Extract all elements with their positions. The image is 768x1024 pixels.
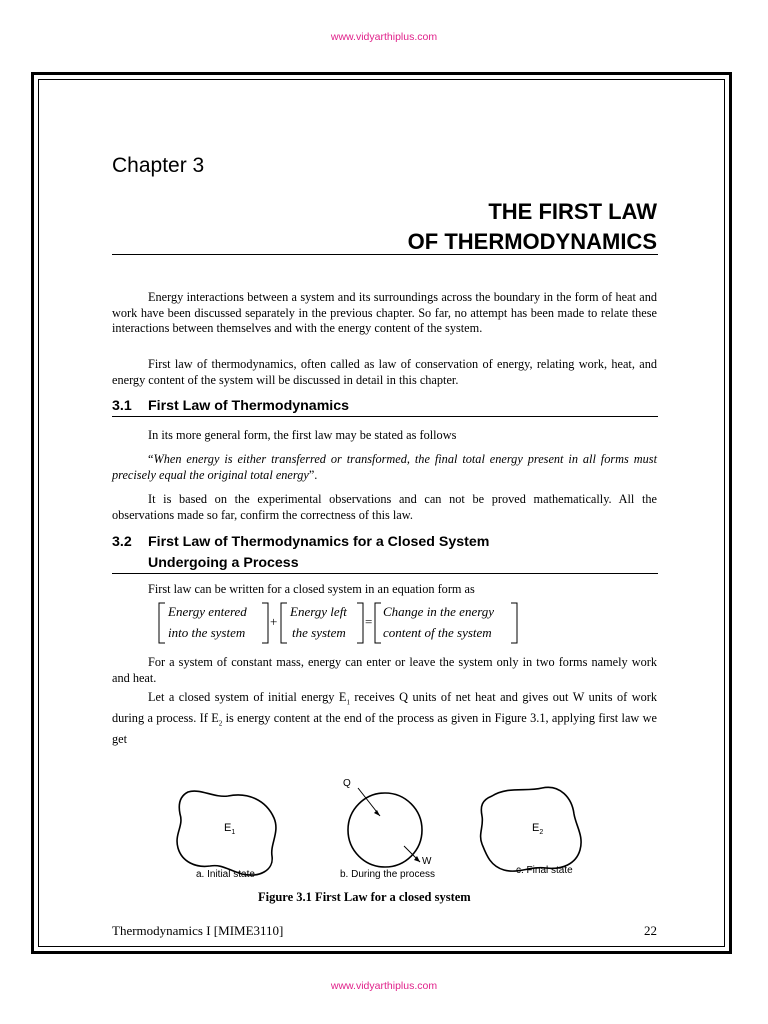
title-rule [112, 254, 658, 255]
section-title: First Law of Thermodynamics [148, 398, 350, 414]
eq-term1-line1: Energy entered [168, 604, 247, 619]
section-3-1-paragraph-3: It is based on the experimental observations and can not be proved mathematically. All the observations made so far, confirm the correctness of this law. [112, 492, 657, 522]
section-number: 3.1 [112, 398, 132, 414]
section-3-1-paragraph-1: In its more general form, the first law may be stated as follows [148, 428, 457, 442]
chapter-title-line2: OF THERMODYNAMICS [407, 229, 657, 254]
caption-during-process: b. During the process [340, 869, 436, 880]
section-3-2-paragraph-1: First law can be written for a closed system in an equation form as [148, 582, 475, 596]
site-url-bottom[interactable]: www.vidyarthiplus.com [330, 980, 438, 992]
section-3-1-rule [112, 416, 658, 417]
section-3-1-heading [112, 398, 658, 414]
final-state-blob [481, 787, 582, 871]
section-3-2-rule [112, 573, 658, 574]
label-w: W [422, 856, 432, 867]
label-q: Q [343, 778, 351, 789]
eq-equals: = [365, 614, 373, 629]
figure-3-1 [170, 770, 600, 910]
left-bracket-icon [158, 602, 166, 644]
label-e2: $E_2$ [532, 822, 544, 837]
intro-paragraph-1: Energy interactions between a system and its surroundings across the boundary in the form of heat and work have been discussed separately in the previous chapter. So far, no attempt has been made to relate these interactions between themselves and with the energy content of the system. [112, 290, 657, 335]
right-bracket-icon [510, 602, 518, 644]
label-e1: $E_1$ [224, 822, 236, 837]
intro-paragraph-2: First law of thermodynamics, often called as law of conservation of energy, relating work, heat, and energy content of the system will be discussed in detail in this chapter. [112, 357, 657, 387]
left-bracket-icon [280, 602, 288, 644]
eq-term2-line2: the system [292, 625, 346, 640]
right-bracket-icon [356, 602, 364, 644]
figure-caption: Figure 3.1 First Law for a closed system [258, 890, 471, 904]
eq-term1-line2: into the system [168, 625, 246, 640]
process-circle [348, 793, 422, 867]
section-title-line1: First Law of Thermodynamics for a Closed System [148, 534, 490, 550]
section-title-line2: Undergoing a Process [148, 555, 299, 571]
eq-term3-line2: content of the system [383, 625, 492, 640]
section-3-2-paragraph-3: Let a closed system of initial energy $E_1$ receives Q units of net heat and gives out W units of work during a process. If $E_2$ is energy content at the end of the process as given in Figure 3.1, applying first law we get [112, 690, 657, 746]
footer-course: Thermodynamics I [MIME3110] [112, 923, 284, 938]
left-bracket-icon [374, 602, 382, 644]
chapter-label: Chapter 3 [112, 154, 205, 177]
caption-initial-state: a. Initial state [196, 869, 255, 880]
site-url-top[interactable]: www.vidyarthiplus.com [330, 31, 438, 43]
chapter-title [408, 197, 657, 257]
footer-page-number: 22 [644, 923, 657, 938]
chapter-title-line1: THE FIRST LAW [488, 199, 657, 224]
first-law-statement: “When energy is either transferred or transformed, the final total energy present in all forms must precisely equal the original total energy”. [112, 452, 657, 482]
eq-term2-line1: Energy left [290, 604, 347, 619]
caption-final-state: c. Final state [516, 865, 573, 876]
first-law-quote: When energy is either transferred or transformed, the final total energy present in all forms must precisely equal the original total energy [112, 452, 657, 482]
eq-plus: + [270, 614, 278, 629]
section-3-2-heading [112, 532, 658, 574]
right-bracket-icon [261, 602, 269, 644]
section-3-2-paragraph-2: For a system of constant mass, energy can enter or leave the system only in two forms namely work and heat. [112, 655, 657, 685]
eq-term3-line1: Change in the energy [383, 604, 495, 619]
section-number: 3.2 [112, 534, 132, 550]
